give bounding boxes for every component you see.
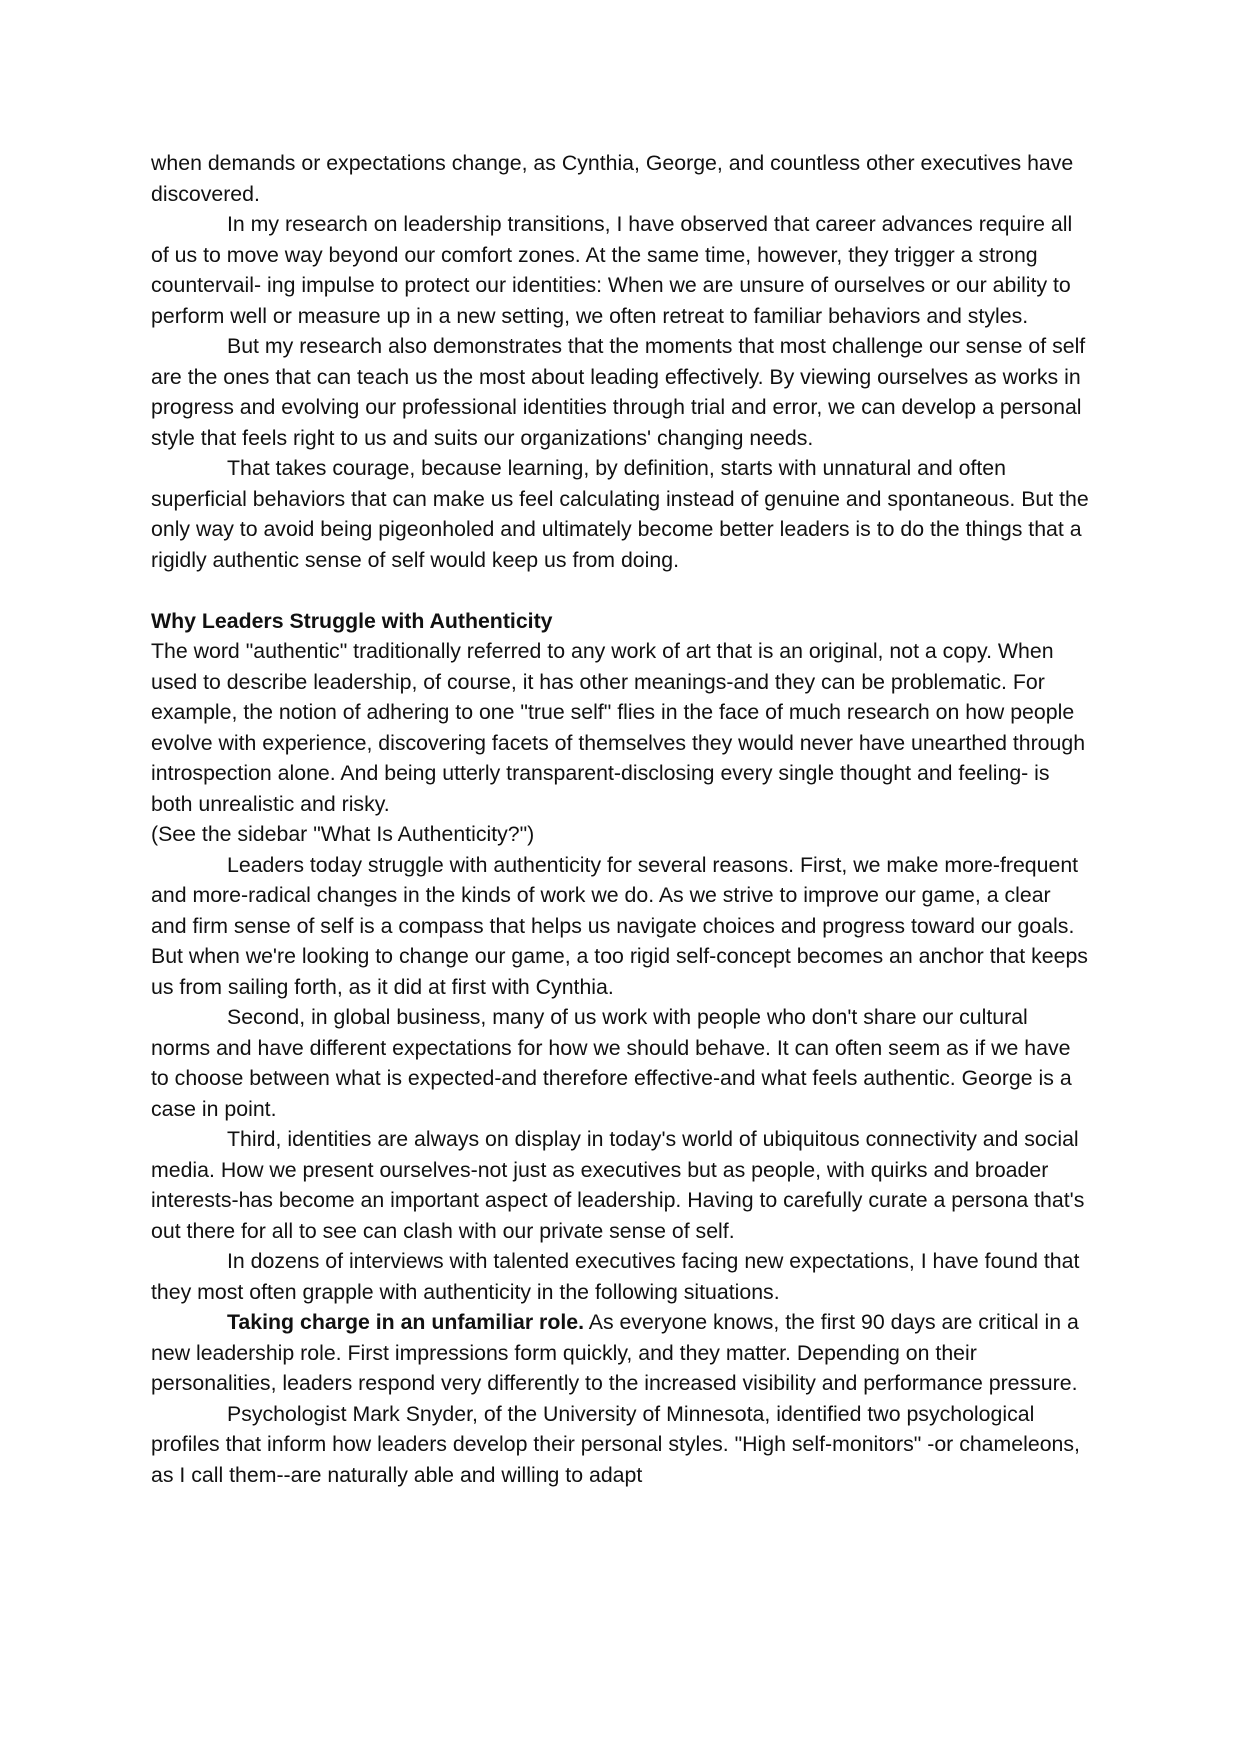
paragraph-lead-body: As everyone knows, the first 90 days are critical in a new leadership role. First impressions form quickly, and they matter. Depending on their personalities, leaders respond very differently to the increased visibility and performance pressure. [151, 1310, 1079, 1395]
paragraph-challenge-sense-of-self: But my research also demonstrates that the moments that most challenge our sense of self are the ones that can teach us the most about leading effectively. By viewing ourselves as works in progress and evolving our professional identities through trial and error, we can develop a personal style that feels right to us and suits our organizations' changing needs. [151, 334, 1086, 450]
paragraph-taking-charge [151, 1307, 1091, 1399]
paragraph-snyder-profiles: Psychologist Mark Snyder, of the University of Minnesota, identified two psychological profiles that inform how leaders develop their personal styles. "High self-monitors" -or chameleons, as I call them--are naturally able and willing to adapt [151, 1401, 1080, 1487]
paragraph-sidebar-reference: (See the sidebar "What Is Authenticity?") [151, 822, 535, 846]
section-heading: Why Leaders Struggle with Authenticity [151, 608, 553, 633]
paragraph-authentic-definition: The word "authentic" traditionally referred to any work of art that is an original, not a copy. When used to describe leadership, of course, it has other meanings-and they can be problematic. For example, the notion of adhering to one "true self" flies in the face of much research on how people evolve with experience, discovering facets of themselves they would never have unearthed through introspection alone. And being utterly transparent-disclosing every single thought and feeling- is both unrealistic and risky. [151, 639, 1086, 816]
paragraph-identities-display: Third, identities are always on display in today's world of ubiquitous connectivity and social media. How we present ourselves-not just as executives but as people, with quirks and broader interests-has become an important aspect of leadership. Having to carefully curate a persona that's out there for all to see can clash with our private sense of self. [151, 1127, 1085, 1243]
document-page [151, 148, 1091, 1490]
paragraph-struggle-reasons: Leaders today struggle with authenticity for several reasons. First, we make more-frequent and more-radical changes in the kinds of work we do. As we strive to improve our game, a clear and firm sense of self is a compass that helps us navigate choices and progress toward our goals. But when we're looking to change our game, a too rigid self-concept becomes an anchor that keeps us from sailing forth, as it did at first with Cynthia. [151, 852, 1088, 999]
paragraph-takes-courage: That takes courage, because learning, by definition, starts with unnatural and often superficial behaviors that can make us feel calculating instead of genuine and spontaneous. But the only way to avoid being pigeonholed and ultimately become better leaders is to do the things that a rigidly authentic sense of self would keep us from doing. [151, 456, 1089, 572]
paragraph-continuation: when demands or expectations change, as Cynthia, George, and countless other executives have discovered. [151, 151, 1074, 206]
paragraph-spacer [151, 575, 1091, 606]
paragraph-research-transitions: In my research on leadership transitions, I have observed that career advances require all of us to move way beyond our comfort zones. At the same time, however, they trigger a strong countervail- ing impulse to protect our identities: When we are unsure of ourselves or our ability to perform well or measure up in a new setting, we often retreat to familiar behaviors and styles. [151, 212, 1073, 328]
paragraph-interviews: In dozens of interviews with talented executives facing new expectations, I have found that they most often grapple with authenticity in the following situations. [151, 1249, 1080, 1304]
paragraph-lead-in: Taking charge in an unfamiliar role. [227, 1310, 585, 1334]
paragraph-global-business: Second, in global business, many of us work with people who don't share our cultural norms and have different expectations for how we should behave. It can often seem as if we have to choose between what is expected-and therefore effective-and what feels authentic. George is a case in point. [151, 1005, 1072, 1121]
